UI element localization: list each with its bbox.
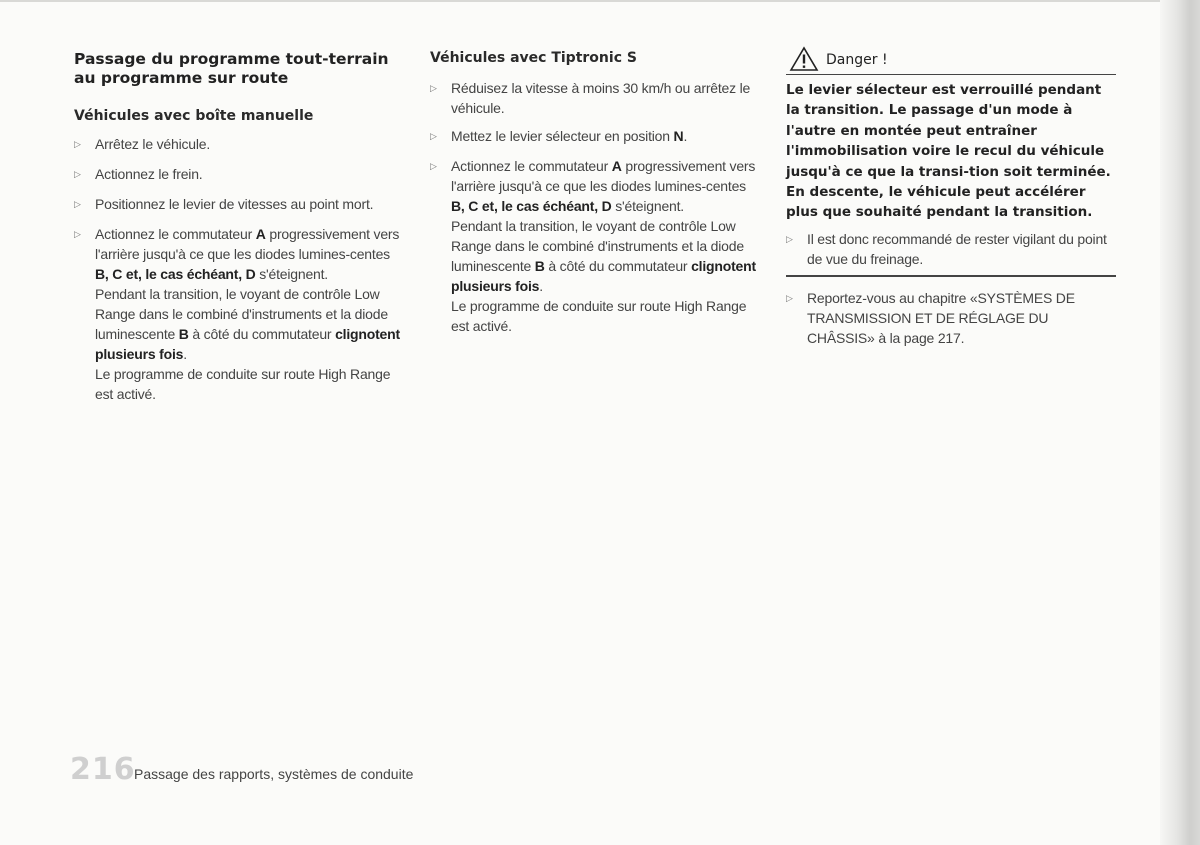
list-item: ▷ Arrêtez le véhicule. <box>74 136 211 152</box>
triangle-bullet-icon: ▷ <box>786 234 793 244</box>
page-number: 216 <box>70 752 136 787</box>
section-heading: Passage du programme tout-terrain au programme sur route <box>74 50 389 87</box>
triangle-bullet-icon: ▷ <box>74 169 81 179</box>
list-item: ▷ Réduisez la vitesse à moins 30 km/h ou arrêtez le véhicule. <box>430 80 751 116</box>
list-item: ▷ Actionnez le commutateur A progressivement vers l'arrière jusqu'à ce que les diodes lumines-centes B, C et, le cas échéant, D s'éteignent. Pendant la transition, le voyant de contrôle Low Range dans le combiné d'instruments et la diode luminescente B à côté du commutateur clignotent plusieurs fois. Le programme de conduite sur route High Range est activé. <box>74 226 400 402</box>
list-item: ▷ Actionnez le commutateur A progressivement vers l'arrière jusqu'à ce que les diodes lumines-centes B, C et, le cas échéant, D s'éteignent. Pendant la transition, le voyant de contrôle Low Range dans le combiné d'instruments et la diode luminescente B à côté du commutateur clignotent plusieurs fois. Le programme de conduite sur route High Range est activé. <box>430 158 756 334</box>
list-item: ▷ Mettez le levier sélecteur en position N. <box>430 128 688 144</box>
triangle-bullet-icon: ▷ <box>786 293 793 303</box>
page-binding-edge <box>1160 0 1200 845</box>
list-item: ▷ Actionnez le frein. <box>74 166 203 182</box>
subheading-manual: Véhicules avec boîte manuelle <box>74 108 314 124</box>
danger-divider <box>786 275 1116 277</box>
triangle-bullet-icon: ▷ <box>74 199 81 209</box>
triangle-bullet-icon: ▷ <box>430 161 437 171</box>
triangle-bullet-icon: ▷ <box>430 83 437 93</box>
danger-warning-text: Le levier sélecteur est verrouillé pendant la transition. Le passage d'un mode à l'autre en montée peut entraîner l'immobilisation voire le recul du véhicule jusqu'à ce que la transi-tion soit terminée. En descente, le véhicule peut accélérer plus que souhaité pendant la transition. <box>786 82 1111 221</box>
warning-icon <box>788 46 820 72</box>
footer-section-title: Passage des rapports, systèmes de conduite <box>134 766 414 782</box>
triangle-bullet-icon: ▷ <box>74 139 81 149</box>
list-item: ▷ Reportez-vous au chapitre «SYSTÈMES DE TRANSMISSION ET DE RÉGLAGE DU CHÂSSIS» à la page 217. <box>786 290 1075 346</box>
top-edge-line <box>0 0 1160 2</box>
danger-header <box>786 44 1116 75</box>
danger-title: Danger ! <box>826 52 888 68</box>
triangle-bullet-icon: ▷ <box>430 131 437 141</box>
list-item: ▷ Positionnez le levier de vitesses au point mort. <box>74 196 374 212</box>
list-item: ▷ Il est donc recommandé de rester vigilant du point de vue du freinage. <box>786 231 1107 267</box>
subheading-tiptronic: Véhicules avec Tiptronic S <box>430 50 637 66</box>
triangle-bullet-icon: ▷ <box>74 229 81 239</box>
